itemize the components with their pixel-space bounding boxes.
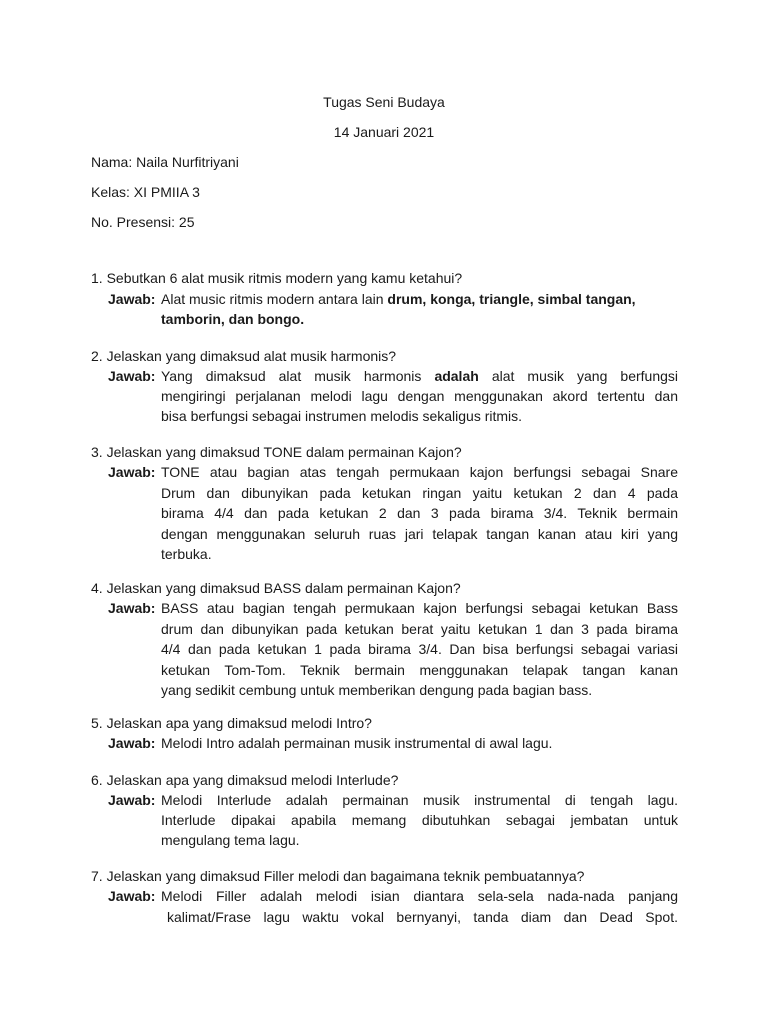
answer-line: kalimat/Frase lagu waktu vokal bernyanyi, tanda diam dan Dead Spot. [167, 909, 678, 925]
question-1: 1. Sebutkan 6 alat musik ritmis modern yang kamu ketahui? [91, 270, 463, 286]
student-name: Nama: Naila Nurfitriyani [91, 154, 239, 170]
question-6: 6. Jelaskan apa yang dimaksud melodi Interlude? [91, 772, 399, 788]
answer-line: yang sedikit cembung untuk memberikan dengung pada bagian bass. [161, 682, 593, 698]
answer-line: 4/4 dan pada ketukan 1 pada birama 3/4. Dan bisa berfungsi sebagai variasi [161, 641, 678, 657]
answer-label: Jawab: [108, 735, 156, 751]
answer-line: bisa berfungsi sebagai instrumen melodis sekaligus ritmis. [161, 408, 523, 424]
answer-line: BASS atau bagian tengah permukaan kajon berfungsi sebagai ketukan Bass [161, 600, 678, 616]
answer-line: Melodi Filler adalah melodi isian diantara sela-sela nada-nada panjang [161, 888, 678, 904]
answer-line: birama 4/4 dan pada ketukan 2 dan 3 pada birama 3/4. Teknik bermain [161, 505, 678, 521]
answer-line: drum dan dibunyikan pada ketukan berat yaitu ketukan 1 dan 3 pada birama [161, 621, 678, 637]
student-number: No. Presensi: 25 [91, 214, 195, 230]
answer-line: ketukan Tom-Tom. Teknik bermain menggunakan telapak tangan kanan [161, 662, 678, 678]
answer-label: Jawab: [108, 464, 156, 480]
answer-line: Alat music ritmis modern antara lain drum, konga, triangle, simbal tangan, [161, 291, 636, 307]
answer-label: Jawab: [108, 291, 156, 307]
document-date: 14 Januari 2021 [333, 124, 435, 140]
answer-line: Melodi Interlude adalah permainan musik instrumental di tengah lagu. [161, 792, 678, 808]
answer-line: tamborin, dan bongo. [161, 311, 305, 327]
question-5: 5. Jelaskan apa yang dimaksud melodi Intro? [91, 715, 372, 731]
answer-line: Yang dimaksud alat musik harmonis adalah alat musik yang berfungsi [161, 368, 678, 384]
question-4: 4. Jelaskan yang dimaksud BASS dalam permainan Kajon? [91, 580, 461, 596]
answer-line: Drum dan dibunyikan pada ketukan ringan yaitu ketukan 2 dan 4 pada [161, 485, 678, 501]
answer-line: dengan menggunakan seluruh ruas jari telapak tangan kanan atau kiri yang [161, 526, 678, 542]
document-title: Tugas Seni Budaya [323, 94, 445, 110]
question-7: 7. Jelaskan yang dimaksud Filler melodi dan bagaimana teknik pembuatannya? [91, 868, 585, 884]
answer-line: Interlude dipakai apabila memang dibutuhkan sebagai jembatan untuk [161, 812, 678, 828]
answer-label: Jawab: [108, 600, 156, 616]
answer-label: Jawab: [108, 368, 156, 384]
answer-line: terbuka. [161, 546, 212, 562]
answer-line: mengulang tema lagu. [161, 832, 300, 848]
student-class: Kelas: XI PMIIA 3 [91, 184, 200, 200]
answer-line: TONE atau bagian atas tengah permukaan kajon berfungsi sebagai Snare [161, 464, 678, 480]
question-3: 3. Jelaskan yang dimaksud TONE dalam permainan Kajon? [91, 444, 462, 460]
answer-line: Melodi Intro adalah permainan musik instrumental di awal lagu. [161, 735, 553, 751]
question-2: 2. Jelaskan yang dimaksud alat musik harmonis? [91, 348, 397, 364]
answer-label: Jawab: [108, 792, 156, 808]
answer-label: Jawab: [108, 888, 156, 904]
answer-line: mengiringi perjalanan melodi lagu dengan menggunakan akord tertentu dan [161, 388, 678, 404]
